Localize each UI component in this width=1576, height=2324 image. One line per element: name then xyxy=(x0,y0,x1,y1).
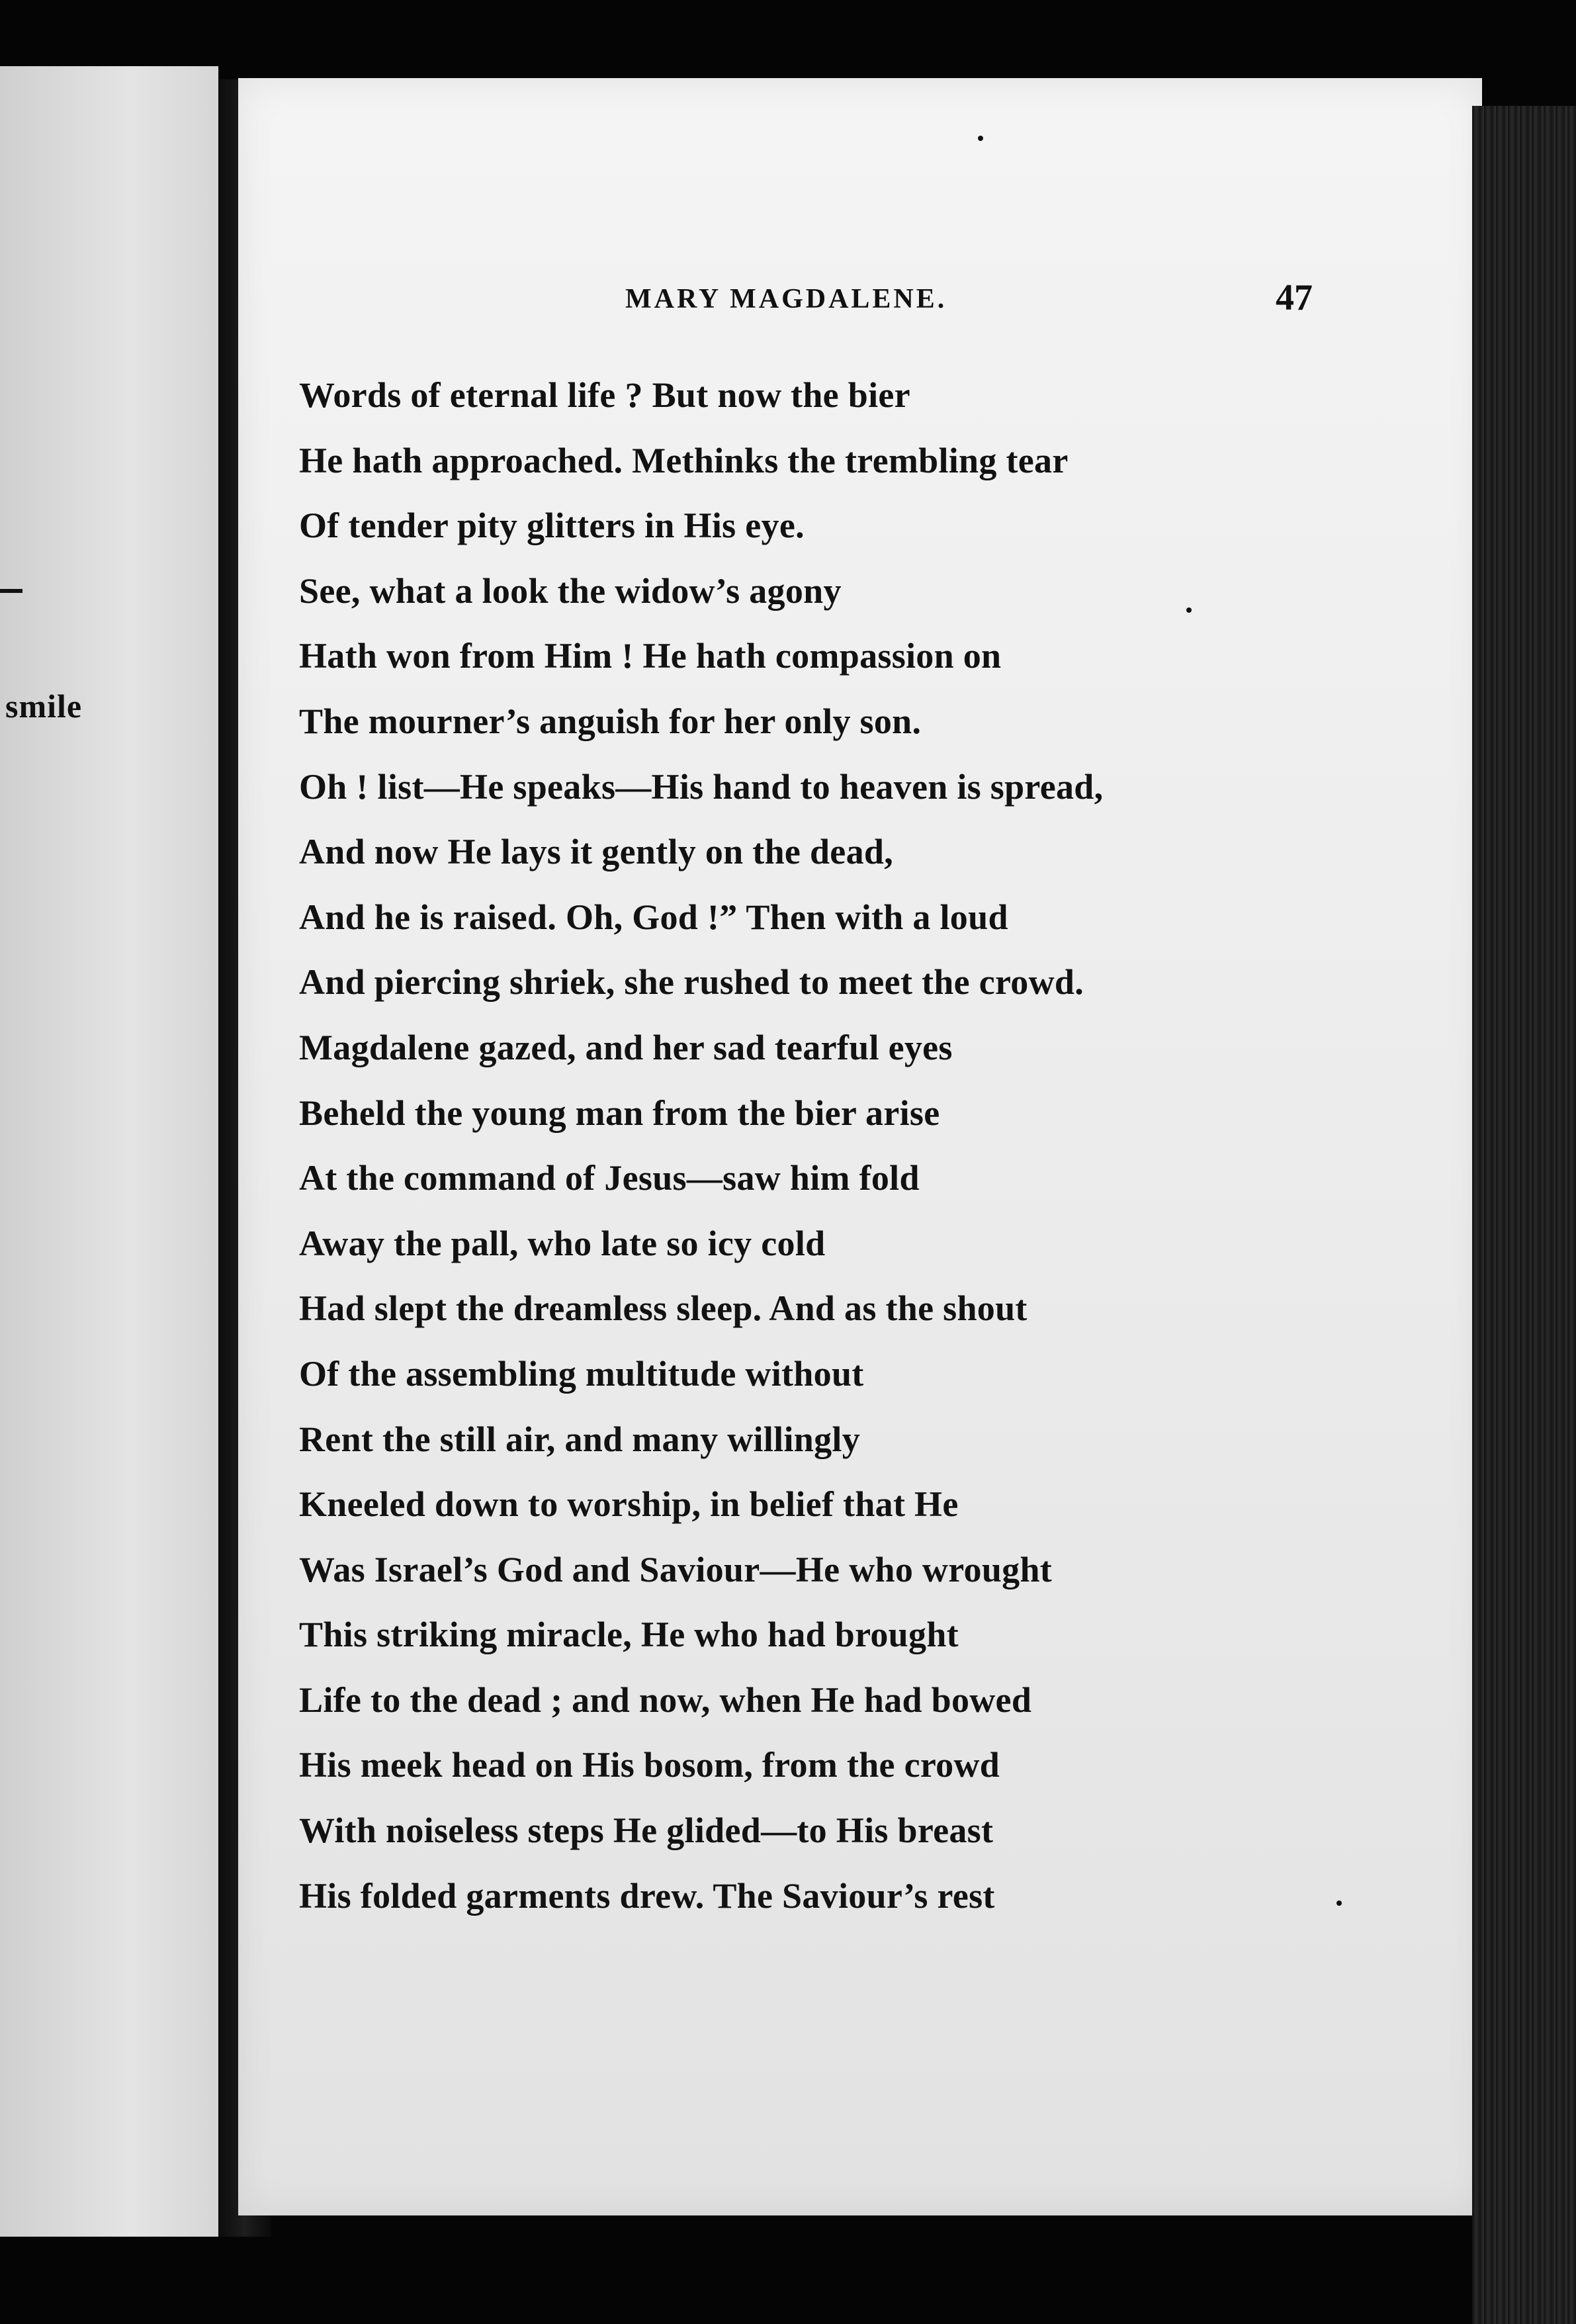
poem-line: And piercing shriek, she rushed to meet the crowd. xyxy=(299,962,1084,1003)
page-edge-stack xyxy=(1472,106,1576,2324)
poem-line: His folded garments drew. The Saviour’s rest xyxy=(299,1875,995,1916)
page-number: 47 xyxy=(1276,277,1313,318)
poem-line: Rent the still air, and many willingly xyxy=(299,1419,861,1459)
left-page-word: smile xyxy=(5,688,83,725)
poem-line: At the command of Jesus—saw him fold xyxy=(299,1158,920,1198)
poem-line: And he is raised. Oh, God !” Then with a loud xyxy=(299,897,1008,937)
ink-speck xyxy=(978,136,983,141)
poem-line: Away the pall, who late so icy cold xyxy=(299,1223,826,1263)
poem-line: Words of eternal life ? But now the bier xyxy=(299,375,910,415)
poem-line: See, what a look the widow’s agony xyxy=(299,570,842,611)
poem-line: Magdalene gazed, and her sad tearful eyes xyxy=(299,1027,953,1067)
running-title: MARY MAGDALENE. xyxy=(625,284,947,314)
poem-line: This striking miracle, He who had brought xyxy=(299,1615,959,1655)
left-page-dash xyxy=(0,589,22,593)
left-page xyxy=(0,66,218,2237)
poem-line: Hath won from Him ! He hath compassion on xyxy=(299,636,1002,676)
poem-line: Of the assembling multitude without xyxy=(299,1353,864,1394)
ink-speck xyxy=(1186,607,1192,613)
poem-line: He hath approached. Methinks the trembling tear xyxy=(299,440,1069,480)
poem-line: Had slept the dreamless sleep. And as the shout xyxy=(299,1288,1028,1329)
poem-line: Beheld the young man from the bier arise xyxy=(299,1093,940,1133)
poem-text xyxy=(299,363,1371,1928)
poem-line: Of tender pity glitters in His eye. xyxy=(299,506,805,546)
poem-line: Kneeled down to worship, in belief that He xyxy=(299,1484,959,1525)
ink-speck xyxy=(1336,1900,1342,1906)
poem-line: And now He lays it gently on the dead, xyxy=(299,832,893,872)
poem-line: His meek head on His bosom, from the crowd xyxy=(299,1745,1000,1785)
poem-line: The mourner’s anguish for her only son. xyxy=(299,701,922,741)
poem-line: Was Israel’s God and Saviour—He who wrought xyxy=(299,1549,1053,1589)
poem-line: Life to the dead ; and now, when He had bowed xyxy=(299,1679,1032,1720)
poem-line: Oh ! list—He speaks—His hand to heaven is spread, xyxy=(299,766,1104,807)
poem-line: With noiseless steps He glided—to His breast xyxy=(299,1810,994,1851)
